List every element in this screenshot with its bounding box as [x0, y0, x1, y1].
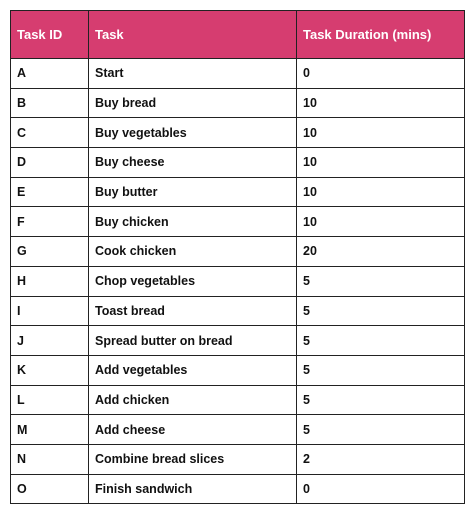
task-id-cell: F	[11, 207, 89, 237]
task-name-cell: Buy chicken	[89, 207, 297, 237]
task-id-cell: A	[11, 59, 89, 89]
task-name-cell: Buy butter	[89, 177, 297, 207]
table-row	[11, 118, 465, 148]
task-id-cell: C	[11, 118, 89, 148]
task-name-cell: Add vegetables	[89, 355, 297, 385]
table-row	[11, 237, 465, 267]
table-row	[11, 177, 465, 207]
table-row	[11, 207, 465, 237]
header-task-id: Task ID	[11, 11, 89, 59]
task-id-cell: O	[11, 474, 89, 504]
task-duration-cell: 0	[297, 59, 465, 89]
table-row	[11, 148, 465, 178]
task-id-cell: G	[11, 237, 89, 267]
task-id-cell: D	[11, 148, 89, 178]
task-name-cell: Finish sandwich	[89, 474, 297, 504]
task-id-cell: J	[11, 326, 89, 356]
table-header-row	[11, 11, 465, 59]
task-duration-cell: 5	[297, 415, 465, 445]
task-name-cell: Add chicken	[89, 385, 297, 415]
task-duration-cell: 5	[297, 326, 465, 356]
task-id-cell: K	[11, 355, 89, 385]
task-duration-cell: 5	[297, 385, 465, 415]
table-row	[11, 326, 465, 356]
task-duration-cell: 10	[297, 118, 465, 148]
table-row	[11, 474, 465, 504]
task-name-cell: Toast bread	[89, 296, 297, 326]
table-row	[11, 355, 465, 385]
header-task-duration: Task Duration (mins)	[297, 11, 465, 59]
table-row	[11, 385, 465, 415]
task-id-cell: B	[11, 88, 89, 118]
task-name-cell: Cook chicken	[89, 237, 297, 267]
task-name-cell: Buy vegetables	[89, 118, 297, 148]
task-id-cell: I	[11, 296, 89, 326]
table-row	[11, 415, 465, 445]
task-duration-cell: 5	[297, 355, 465, 385]
task-name-cell: Combine bread slices	[89, 444, 297, 474]
task-name-cell: Chop vegetables	[89, 266, 297, 296]
table-row	[11, 296, 465, 326]
task-duration-cell: 10	[297, 148, 465, 178]
task-duration-cell: 2	[297, 444, 465, 474]
table-row	[11, 266, 465, 296]
task-duration-cell: 10	[297, 88, 465, 118]
task-id-cell: M	[11, 415, 89, 445]
task-id-cell: N	[11, 444, 89, 474]
task-table	[10, 10, 465, 504]
task-duration-cell: 10	[297, 207, 465, 237]
table-row	[11, 444, 465, 474]
header-task: Task	[89, 11, 297, 59]
task-name-cell: Buy cheese	[89, 148, 297, 178]
task-id-cell: H	[11, 266, 89, 296]
task-duration-cell: 20	[297, 237, 465, 267]
task-duration-cell: 5	[297, 296, 465, 326]
table-body	[11, 59, 465, 504]
table-row	[11, 88, 465, 118]
task-name-cell: Add cheese	[89, 415, 297, 445]
task-name-cell: Buy bread	[89, 88, 297, 118]
task-duration-cell: 10	[297, 177, 465, 207]
task-name-cell: Start	[89, 59, 297, 89]
task-id-cell: E	[11, 177, 89, 207]
task-id-cell: L	[11, 385, 89, 415]
task-name-cell: Spread butter on bread	[89, 326, 297, 356]
table-row	[11, 59, 465, 89]
task-duration-cell: 0	[297, 474, 465, 504]
task-duration-cell: 5	[297, 266, 465, 296]
